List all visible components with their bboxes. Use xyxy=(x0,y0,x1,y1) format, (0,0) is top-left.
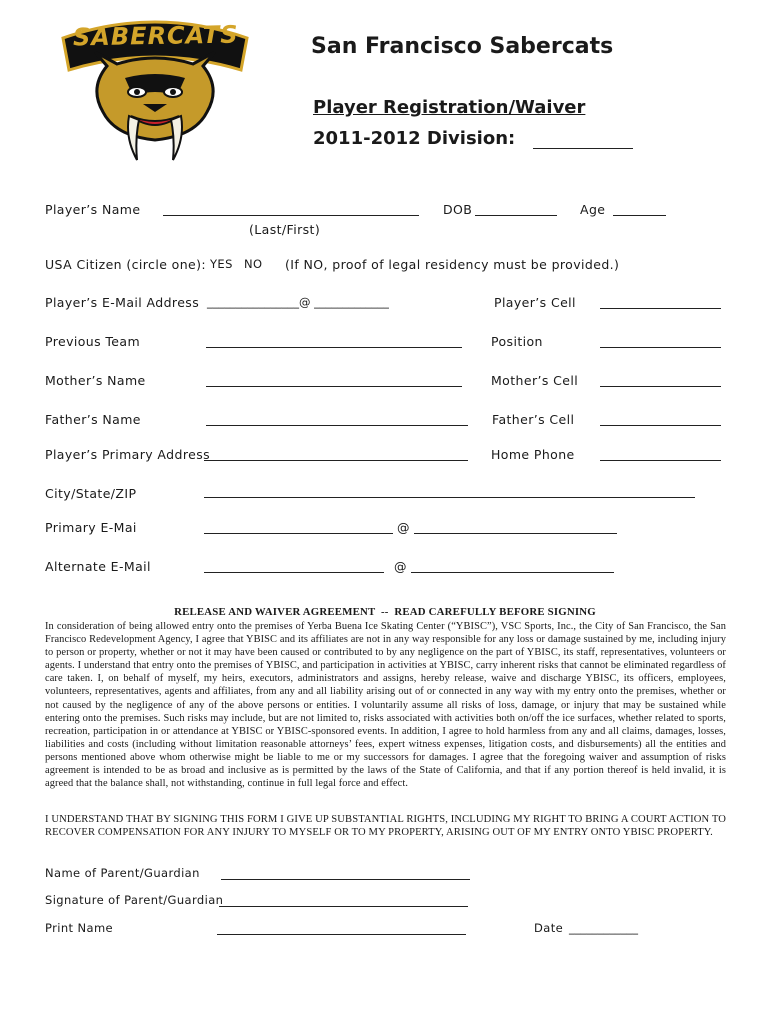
players-name-field[interactable] xyxy=(163,215,419,216)
date-label: Date xyxy=(534,921,564,935)
fathers-name-label: Father’s Name xyxy=(45,412,141,427)
primary-address-label: Player’s Primary Address xyxy=(45,447,211,462)
age-label: Age xyxy=(580,202,606,217)
citizen-no-option[interactable]: NO xyxy=(244,257,263,271)
age-field[interactable] xyxy=(613,215,666,216)
waiver-body: In consideration of being allowed entry onto the premises of Yerba Buena Ice Skating Center (“YBISC”), VSC Sports, Inc., the City of San Francisco, the San Francisco Redevelopment Agency, I agree that YBISC and its affiliates are not in any way responsible for any loss or damage sustained by me, including injury to person or property, whether or not it may have been caused or contributed to by any negligence on the part of YBISC, its staff, representatives, volunteers or agents. I understand that entry onto the premises of YBISC, and participation in activities at YBISC, carry inherent risks that cannot be eliminated regardless of care taken. I, on behalf of myself, my heirs, executors, administrators and assigns, hereby release, waive and discharge YBISC, its officers, employees, volunteers, representatives, agents and affiliates, from any and all liability arising out of or connected in any way with my entry onto the premises, whether or not caused by the negligence of any of the above persons or entities. I voluntarily assume all risks of loss, damage, or injury that may be sustained while entering onto the premises. Such risks may include, but are not limited to, risks associated with activities both on/off the ice surfaces, whether related to sports, recreation, participation in or attendance at YBISC or YBISC-sponsored events. In addition, I agree to hold harmless from any and all claims, damages, losses, liabilities and costs (including without limitation reasonable attorneys’ fees, expert witness expenses, litigation costs, and disbursements) all the entities and persons mentioned above whom otherwise might be liable to me or my successors for damages. I agree that the foregoing waiver and assumption of risks agreement is intended to be as broad and inclusive as is permitted by the laws of the State of California, and that if any portion thereof is held invalid, it is agreed that the balance shall, not withstanding, continue in full legal force and effect. xyxy=(45,621,726,790)
primary-email-user-field[interactable] xyxy=(204,533,393,534)
player-email-field[interactable]: ________________@ _____________ xyxy=(207,295,389,309)
city-state-zip-label: City/State/ZIP xyxy=(45,486,137,501)
player-cell-label: Player’s Cell xyxy=(494,295,576,310)
home-phone-label: Home Phone xyxy=(491,447,575,462)
mothers-name-label: Mother’s Name xyxy=(45,373,146,388)
usa-citizen-label: USA Citizen (circle one): xyxy=(45,257,207,272)
player-cell-field[interactable] xyxy=(600,308,721,309)
sabercats-logo xyxy=(55,8,255,166)
mothers-cell-label: Mother’s Cell xyxy=(491,373,579,388)
home-phone-field[interactable] xyxy=(600,460,721,461)
citizen-yes-option[interactable]: YES xyxy=(210,257,233,271)
position-label: Position xyxy=(491,334,543,349)
waiver-acknowledgement: I UNDERSTAND THAT BY SIGNING THIS FORM I GIVE UP SUBSTANTIAL RIGHTS, INCLUDING MY RIGHT TO BRING A COURT ACTION TO RECOVER COMPENSATION FOR ANY INJURY TO MYSELF OR TO MY PROPERTY, ARISING OUT OF MY ENTRY ONTO YBISC PROPERTY. xyxy=(45,814,726,839)
print-name-label: Print Name xyxy=(45,921,114,935)
alternate-email-label: Alternate E-Mail xyxy=(45,559,151,574)
primary-email-at: @ xyxy=(397,520,410,535)
fathers-cell-field[interactable] xyxy=(600,425,721,426)
parent-name-field[interactable] xyxy=(221,879,470,880)
last-first-hint: (Last/First) xyxy=(249,222,321,237)
primary-address-field[interactable] xyxy=(204,460,468,461)
alternate-email-domain-field[interactable] xyxy=(411,572,614,573)
parent-signature-field[interactable] xyxy=(219,906,468,907)
players-name-label: Player’s Name xyxy=(45,202,141,217)
parent-signature-label: Signature of Parent/Guardian xyxy=(45,893,224,907)
date-field[interactable]: ____________ xyxy=(569,921,638,935)
primary-email-label: Primary E-Mai xyxy=(45,520,137,535)
position-field[interactable] xyxy=(600,347,721,348)
dob-label: DOB xyxy=(443,202,473,217)
division-field[interactable] xyxy=(533,148,633,149)
alternate-email-user-field[interactable] xyxy=(204,572,384,573)
player-email-label: Player’s E-Mail Address xyxy=(45,295,200,310)
team-name: San Francisco Sabercats xyxy=(311,34,614,59)
previous-team-label: Previous Team xyxy=(45,334,141,349)
city-state-zip-field[interactable] xyxy=(204,497,695,498)
form-title: Player Registration/Waiver xyxy=(313,97,586,118)
mothers-name-field[interactable] xyxy=(206,386,462,387)
mothers-cell-field[interactable] xyxy=(600,386,721,387)
primary-email-domain-field[interactable] xyxy=(414,533,617,534)
alternate-email-at: @ xyxy=(394,559,407,574)
dob-field[interactable] xyxy=(475,215,557,216)
residency-note: (If NO, proof of legal residency must be provided.) xyxy=(285,257,620,272)
waiver-heading: RELEASE AND WAIVER AGREEMENT -- READ CAREFULLY BEFORE SIGNING xyxy=(174,606,596,618)
print-name-field[interactable] xyxy=(217,934,466,935)
previous-team-field[interactable] xyxy=(206,347,462,348)
parent-name-label: Name of Parent/Guardian xyxy=(45,866,200,880)
season-division: 2011-2012 Division: xyxy=(313,128,516,149)
fathers-cell-label: Father’s Cell xyxy=(492,412,575,427)
fathers-name-field[interactable] xyxy=(206,425,468,426)
logo-wordmark: SABERCATS xyxy=(72,20,239,52)
